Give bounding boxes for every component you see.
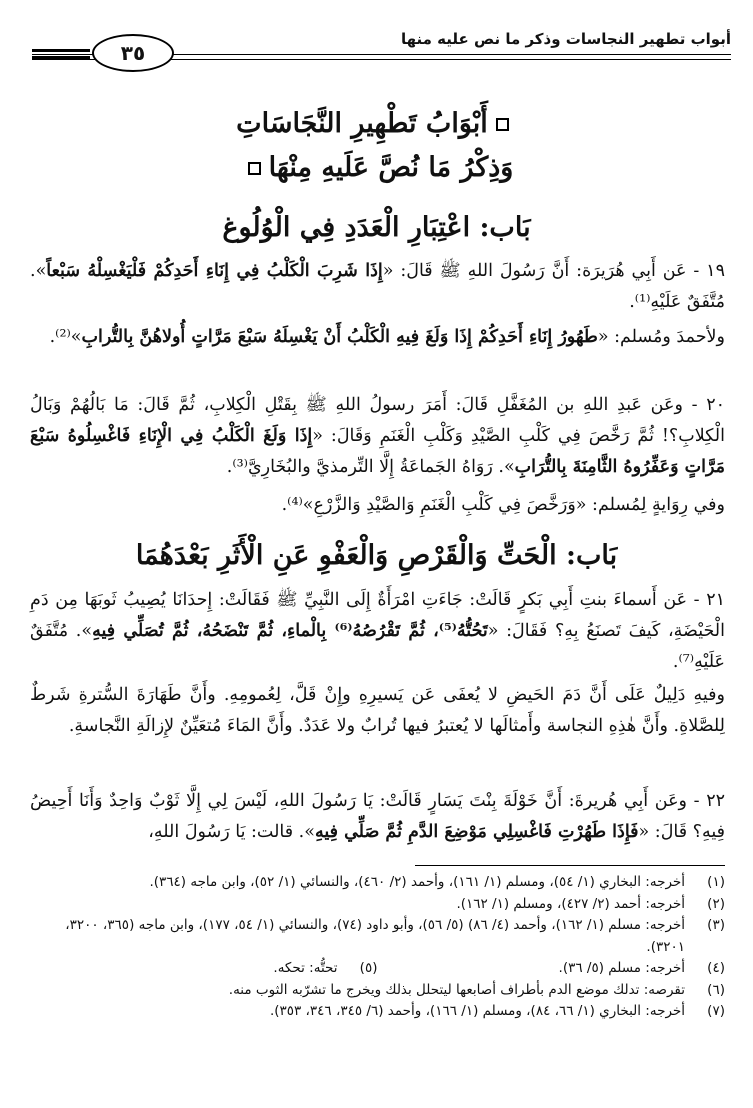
chapter-title-line2 <box>40 152 713 183</box>
hadith-paragraph-22 <box>30 786 725 848</box>
paragraph-text: ». مُتَّفَقٌ عَلَيْهِ⁽¹⁾. <box>30 261 725 312</box>
footnote <box>378 958 726 980</box>
chapter-title-text: أَبْوَابُ تَطْهِيرِ النَّجَاسَاتِ <box>236 108 488 139</box>
hadith-paragraph-20-variant: وفي رِوَايةٍ لِمُسلم: «وَرَخَّصَ فِي كَلْبِ الْغَنَمِ وَالصَّيْدِ وَالزَّرْعِ»⁽⁴⁾. <box>281 495 725 515</box>
footnote <box>30 1001 725 1023</box>
square-bullet-icon <box>248 162 261 175</box>
hadith-text: طَهُورُ إِنَاءِ أَحَدِكُمْ إِذَا وَلَغَ فِيهِ الْكَلْبُ أَنْ يَغْسِلَهُ سَبْعَ مَرَّاتٍ أُولاهُنَّ بِالتُّرابِ <box>81 327 598 347</box>
header-title: أبواب تطهير النجاسات وذكر ما نص عليه منها <box>401 30 731 48</box>
page-number: ٣٥ <box>92 34 174 72</box>
paragraph-text: »⁽²⁾. <box>49 327 82 347</box>
section-heading: بَاب: اعْتِبَارِ الْعَدَدِ فِي الْوُلُوغ <box>222 212 531 243</box>
paragraph-text: ». رَوَاهُ الجَماعَةُ إِلَّا التِّرمذيَّ والبُخَارِيَّ⁽³⁾. <box>226 457 515 477</box>
header-rule <box>32 56 90 59</box>
footnote <box>30 915 725 958</box>
footnote-text: تحتُّه: تحكه. <box>273 960 338 976</box>
running-header <box>32 28 731 68</box>
footnote-separator <box>415 865 725 866</box>
footnote-text: أخرجه: أحمد (٢/ ٤٢٧)، ومسلم (١/ ١٦٢). <box>456 895 685 912</box>
footnote-row <box>30 958 725 980</box>
footnote <box>30 894 725 916</box>
chapter-title-line1 <box>40 108 713 139</box>
footnote-text: أخرجه: مسلم (٥/ ٣٦). <box>558 960 685 976</box>
paragraph-text: ٢٠ - وعَن عَبدِ اللهِ بن المُغَفَّلِ قَالَ: أَمَرَ رسولُ اللهِ ﷺ بِقَتْلِ الْكِلابِ، ثُمَّ قَالَ: مَا بَالُهُمْ وَبَالُ الْكِلابِ؟! ثُمَّ رَخَّصَ فِي كَلْبِ الصَّيْدِ وَكَلْبِ الْغَنَمِ وَقَالَ: « <box>30 395 725 446</box>
header-rule <box>32 49 90 52</box>
footnotes <box>30 872 725 1023</box>
footnote <box>30 958 378 980</box>
footnote-number: (١) <box>707 874 725 890</box>
footnote-text: أخرجه: البخاري (١/ ٦٦، ٨٤)، ومسلم (١/ ١٦٦)، وأحمد (٦/ ٣٤٥، ٣٤٦، ٣٥٣). <box>269 1003 685 1019</box>
hadith-paragraph-19 <box>30 256 725 318</box>
paragraph-text: ٢١ - عَن أَسماءَ بنتِ أَبِي بَكرٍ قَالَتْ: جَاءَتِ امْرَأَةٌ إِلَى النَّبِيِّ ﷺ فَقَالَتْ: إِحدَانَا يُصِيبُ ثَوبَهَا مِن دَمِ الْحَيْضَةِ، كَيفَ تَصنَعُ بِهِ؟ فَقَالَ: « <box>30 590 725 641</box>
hadith-text: تَحُتُّهُ⁽⁵⁾، ثُمَّ تَقْرُصُهُ⁽⁶⁾ بِالْماءِ، ثُمَّ تَنْضَحُهُ، ثُمَّ تُصَلِّي فِيهِ <box>92 621 488 641</box>
hadith-paragraph-19-variant <box>30 322 725 353</box>
paragraph-text: ولأحمدَ ومُسلم: « <box>597 327 725 347</box>
hadith-text: إِذَا شَرِبَ الْكَلْبُ فِي إِنَاءِ أَحَدِكُمْ فَلْيَغْسِلْهُ سَبْعاً <box>46 261 383 281</box>
footnote-number: (٧) <box>707 1003 725 1019</box>
hadith-text: إِذَا وَلَغَ الْكَلْبُ فِي الْإِنَاءِ فَاغْسِلُوهُ سَبْعَ مَرَّاتٍ وَعَفِّرُوهُ الثَّامِنَةَ بِالتُّرَابِ <box>30 426 725 477</box>
footnote-number: (٤) <box>707 960 725 976</box>
hadith-paragraph-20 <box>30 390 725 483</box>
footnote-number: (٢) <box>707 895 725 912</box>
square-bullet-icon <box>496 118 509 131</box>
hadith-text: فَإِذَا طَهُرْتِ فَاغْسِلِي مَوْضِعَ الدَّمِ ثُمَّ صَلِّي فِيهِ <box>314 822 639 842</box>
hadith-paragraph-21 <box>30 585 725 678</box>
footnote-text: تقرصه: تدلك موضع الدم بأطراف أصابعها ليتحلل بذلك ويخرج ما تشرّبه الثوب منه. <box>228 981 685 998</box>
footnote <box>30 872 725 894</box>
commentary-paragraph: وفيهِ دَلِيلٌ عَلَى أَنَّ دَمَ الحَيضِ لا يُعفَى عَن يَسيرِهِ وإِنْ قَلَّ، لِعُمومِهِ. وأَنَّ طَهَارَةَ السُّترةِ شَرطٌ لِلصَّلاةِ. وأَنَّ هٰذِهِ النجاسة وأَمثالَها لا يُعتبرُ فيها تُرابٌ ولا عَدَدٌ. وأَنَّ المَاءَ مُتعَيِّنٌ لإِزالَةِ النَّجاسةِ. <box>30 685 725 736</box>
chapter-title-text: وَذِكْرُ مَا نُصَّ عَلَيهِ مِنْهَا <box>268 152 514 183</box>
footnote-text: أخرجه: البخاري (١/ ٥٤)، ومسلم (١/ ١٦١)، وأحمد (٢/ ٤٦٠)، والنسائي (١/ ٥٢)، وابن ماجه (٣٦٤). <box>149 874 685 890</box>
footnote-number: (٣) <box>707 917 725 933</box>
footnote-text: أخرجه: مسلم (١/ ١٦٢)، وأحمد (٤/ ٨٦) (٥/ ٥٦)، وأبو داود (٧٤)، والنسائي (١/ ٥٤، ١٧٧)، وابن ماجه (٣٦٥، ٣٢٠٠، ٣٢٠١). <box>65 917 685 955</box>
footnote-number: (٥) <box>359 960 378 976</box>
footnote <box>30 980 725 1002</box>
paragraph-text: ١٩ - عَن أَبِي هُرَيرَة: أَنَّ رَسُولَ اللهِ ﷺ قَالَ: « <box>382 261 725 281</box>
section-heading: بَاب: الْحَتِّ وَالْقَرْصِ وَالْعَفْوِ عَنِ الْأَثَرِ بَعْدَهُمَا <box>135 540 618 571</box>
paragraph-text: ». مُتَّفَقٌ عَلَيْهِ⁽⁷⁾. <box>30 621 725 672</box>
paragraph-text: ٢٢ - وعَن أَبِي هُريرةَ: أَنَّ خَوْلَةَ بِنْتَ يَسَارٍ قَالَتْ: يَا رَسُولَ اللهِ، لَيْسَ لِي إِلَّا ثَوْبٌ وَاحِدٌ وَأَنَا أَحِيضُ فِيهِ؟ قَالَ: « <box>30 791 725 842</box>
paragraph-text: ». قالت: يَا رَسُولَ اللهِ، <box>148 822 315 842</box>
footnote-number: (٦) <box>707 981 725 998</box>
